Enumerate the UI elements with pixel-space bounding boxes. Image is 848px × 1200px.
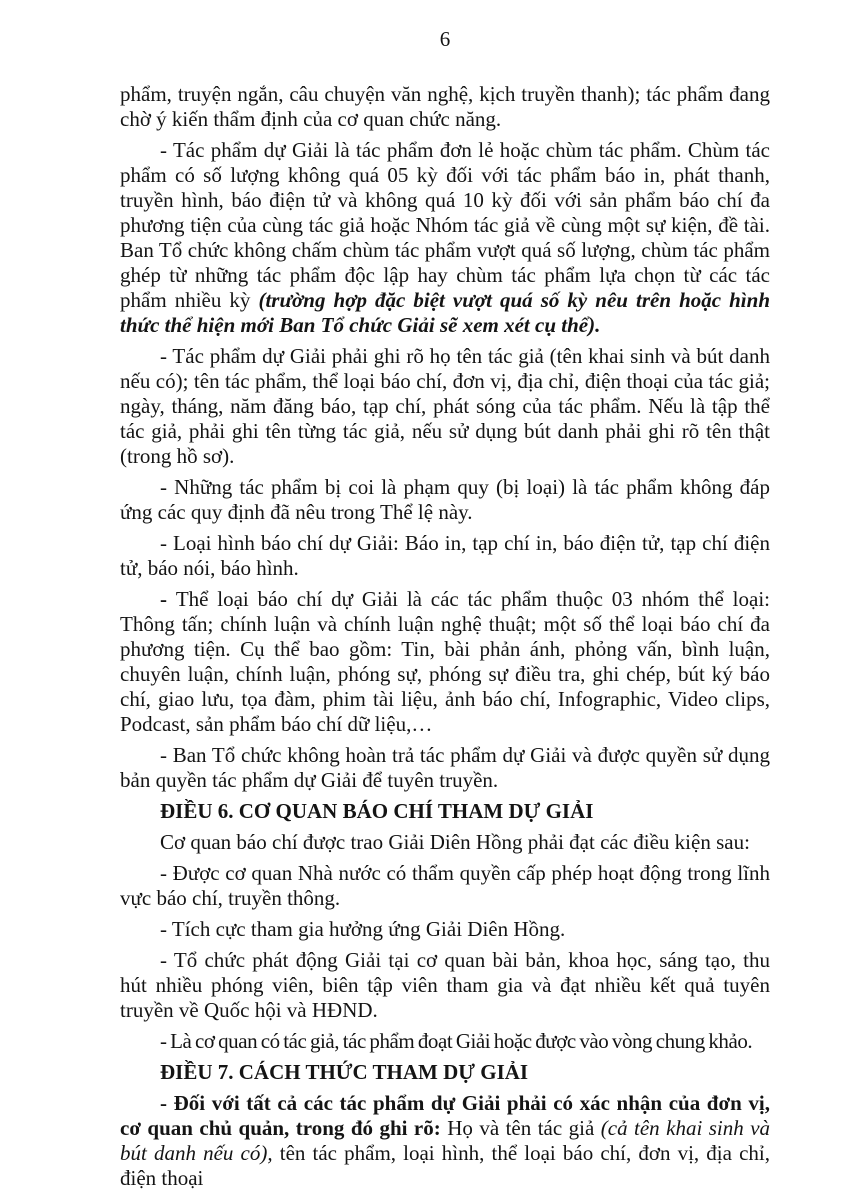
text-run: - Đối với tất cả các tác phẩm dự Giải phải có xác nhận của đơn vị, cơ quan chủ quản, trong đó ghi rõ: [120,1091,770,1140]
text-run: - Tác phẩm dự Giải là tác phẩm đơn lẻ hoặc chùm tác phẩm. Chùm tác phẩm có số lượng không quá 05 kỳ đối với tác phẩm báo in, phát thanh, truyền hình, báo điện tử và không quá 10 kỳ đối với sản phẩm báo chí đa phương tiện của cùng tác giả hoặc Nhóm tác giả về cùng một sự kiện, đề tài. Ban Tổ chức không chấm chùm tác phẩm vượt quá số lượng, chùm tác phẩm ghép từ những tác phẩm độc lập hay chùm tác phẩm lựa chọn từ các tác phẩm nhiều kỳ [120,138,770,312]
text-run: - Loại hình báo chí dự Giải: Báo in, tạp chí in, báo điện tử, tạp chí điện tử, báo nói, báo hình. [120,531,770,580]
page-number: 6 [439,27,451,51]
paragraph [120,830,770,855]
paragraph [120,138,770,338]
paragraph [120,743,770,793]
paragraph [120,531,770,581]
text-run: - Ban Tổ chức không hoàn trả tác phẩm dự Giải và được quyền sử dụng bản quyền tác phẩm dự Giải để tuyên truyền. [120,743,770,792]
text-run: - Tổ chức phát động Giải tại cơ quan bài bản, khoa học, sáng tạo, thu hút nhiều phóng viên, biên tập viên tham gia và đạt nhiều kết quả tuyên truyền về Quốc hội và HĐND. [120,948,770,1022]
text-run: Cơ quan báo chí được trao Giải Diên Hồng phải đạt các điều kiện sau: [160,830,750,854]
paragraph [120,948,770,1023]
text-run: (cả tên khai sinh và bút danh nếu có), [120,1116,771,1165]
text-run: tên tác phẩm, loại hình, thể loại báo chí, đơn vị, địa chỉ, điện thoại [120,1141,770,1190]
text-run: (trường hợp đặc biệt vượt quá số kỳ nêu trên hoặc hình thức thể hiện mới Ban Tổ chức Giải sẽ xem xét cụ thể). [120,288,770,337]
text-run: - Được cơ quan Nhà nước có thẩm quyền cấp phép hoạt động trong lĩnh vực báo chí, truyền thông. [120,861,770,910]
document-body [120,82,770,1191]
section-heading [120,799,770,824]
text-run: phẩm, truyện ngắn, câu chuyện văn nghệ, kịch truyền thanh); tác phẩm đang chờ ý kiến thẩm định của cơ quan chức năng. [120,82,770,131]
text-run: - [160,587,176,611]
text-run: Họ và tên tác giả [447,1116,601,1140]
paragraph [120,587,770,737]
paragraph [120,861,770,911]
section-heading [120,1060,770,1085]
paragraph [120,475,770,525]
paragraph [120,1091,770,1191]
text-run: - Tác phẩm dự Giải phải ghi rõ họ tên tác giả (tên khai sinh và bút danh nếu có); tên tác phẩm, thể loại báo chí, đơn vị, địa chỉ, điện thoại của tác giả; ngày, tháng, năm đăng báo, tạp chí, phát sóng của tác phẩm. Nếu là tập thể tác giả, phải ghi tên từng tác giả, nếu sử dụng bút danh phải ghi rõ tên thật (trong hồ sơ). [120,344,770,468]
text-run: ĐIỀU 7. CÁCH THỨC THAM DỰ GIẢI [160,1060,529,1084]
text-run: ĐIỀU 6. CƠ QUAN BÁO CHÍ THAM DỰ GIẢI [160,799,594,823]
paragraph [120,1029,770,1054]
text-run: - Những tác phẩm bị coi là phạm quy (bị loại) là tác phẩm không đáp ứng các quy định đã nêu trong Thể lệ này. [120,475,770,524]
text-run: Thể loại báo chí dự Giải là các tác phẩm thuộc 03 nhóm thể loại: Thông tấn; chính luận và chính luận nghệ thuật; một số thể loại báo chí đa phương tiện. Cụ thể bao gồm: Tin, bài phản ánh, phỏng vấn, bình luận, chuyên luận, chính luận, phóng sự, phóng sự điều tra, ghi chép, bút ký báo chí, giao lưu, tọa đàm, phim tài liệu, ảnh báo chí, Infographic, Video clips, Podcast, sản phẩm báo chí dữ liệu,… [120,587,770,736]
paragraph [120,82,770,132]
text-run: - Tích cực tham gia hưởng ứng Giải Diên Hồng. [160,917,566,941]
paragraph [120,917,770,942]
text-run: - Là cơ quan có tác giả, tác phẩm đoạt Giải hoặc được vào vòng chung khảo. [160,1029,753,1053]
paragraph [120,344,770,469]
